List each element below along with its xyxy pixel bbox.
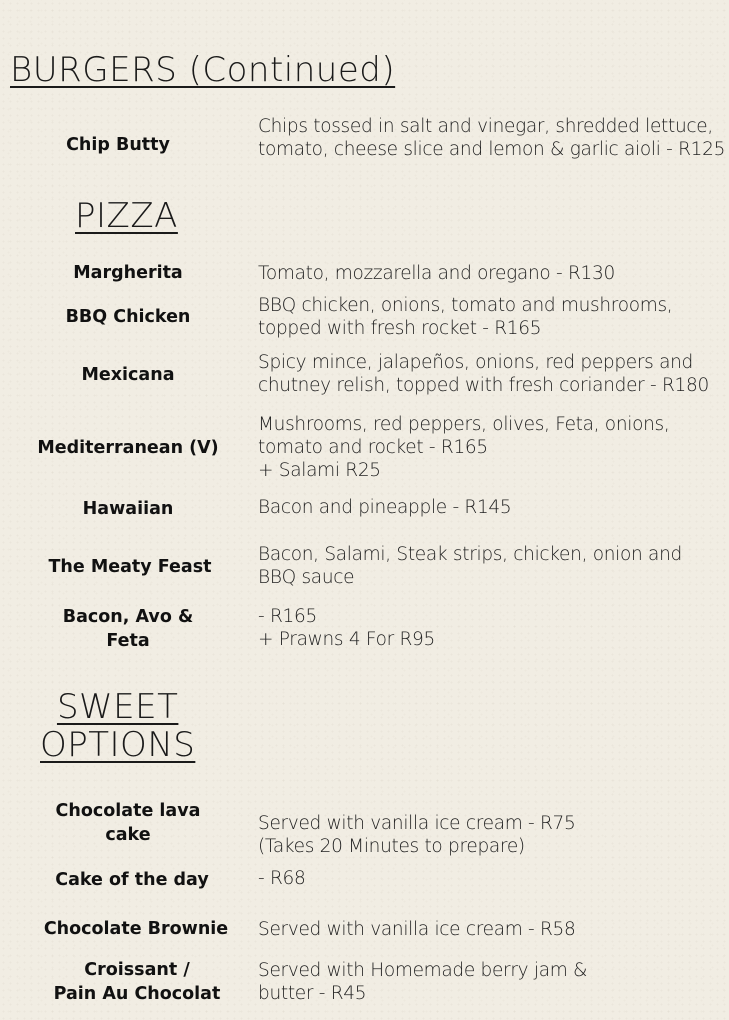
item-description: Served with vanilla ice cream - R58	[258, 919, 576, 940]
item-description: Bacon, Salami, Steak strips, chicken, onion and BBQ sauce	[258, 544, 682, 588]
item-description: Chips tossed in salt and vinegar, shredded lettuce, tomato, cheese slice and lemon & garlic aioli - R125	[258, 116, 726, 160]
item-description: Bacon and pineapple - R145	[258, 497, 512, 518]
item-description: - R165 + Prawns 4 For R95	[258, 606, 435, 650]
item-description: Served with Homemade berry jam & butter - R45	[258, 960, 588, 1004]
item-description: Served with vanilla ice cream - R75 (Takes 20 Minutes to prepare)	[258, 813, 576, 857]
item-name: Margherita	[73, 263, 183, 283]
section-title-burgers: BURGERS (Continued)	[10, 50, 396, 90]
item-name: Mediterranean (V)	[37, 438, 219, 458]
item-name: Chip Butty	[66, 135, 170, 155]
section-title-pizza: PIZZA	[75, 196, 178, 236]
item-description: Tomato, mozzarella and oregano - R130	[258, 263, 615, 284]
item-name: Hawaiian	[82, 499, 174, 519]
item-name: Croissant / Pain Au Chocolat	[53, 960, 221, 1004]
section-title-sweet-options: SWEET OPTIONS	[40, 687, 196, 765]
item-name: Cake of the day	[55, 870, 209, 890]
item-name: Bacon, Avo & Feta	[62, 607, 194, 651]
item-description: BBQ chicken, onions, tomato and mushrooms, topped with fresh rocket - R165	[258, 295, 673, 339]
item-name: Chocolate Brownie	[43, 919, 229, 939]
item-name: Mexicana	[81, 365, 175, 385]
item-name: BBQ Chicken	[65, 307, 191, 327]
item-description: Mushrooms, red peppers, olives, Feta, onions, tomato and rocket - R165 + Salami R25	[258, 414, 670, 481]
item-name: Chocolate lava cake	[55, 801, 201, 845]
item-description: Spicy mince, jalapeños, onions, red peppers and chutney relish, topped with fresh coriander - R180	[258, 352, 709, 396]
item-name: The Meaty Feast	[48, 557, 212, 577]
item-description: - R68	[258, 868, 306, 889]
